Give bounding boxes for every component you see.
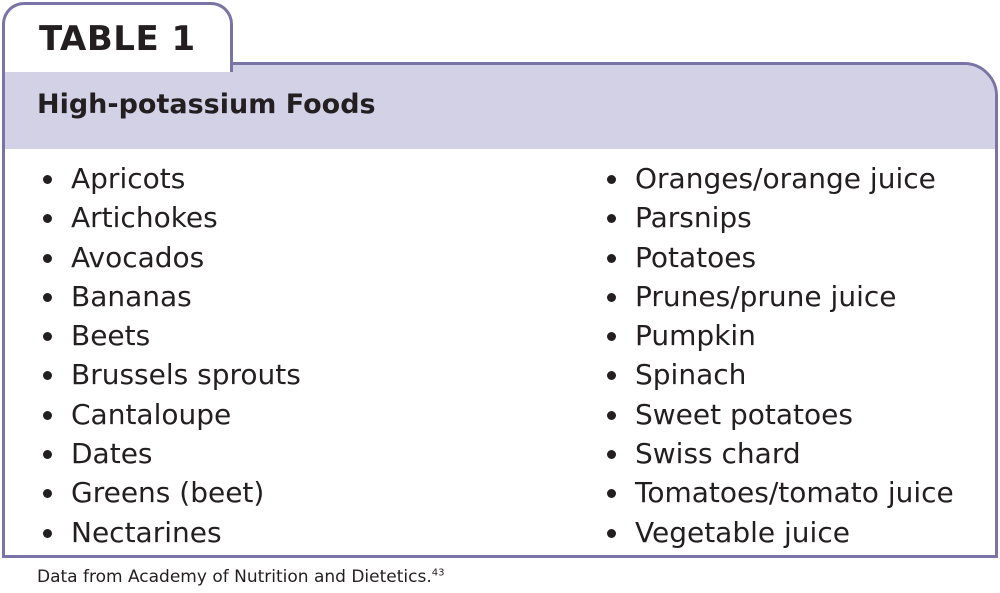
list-item-label: Artichokes — [71, 201, 218, 235]
list-item — [602, 395, 954, 434]
source-note — [37, 567, 444, 587]
list-item-label: Oranges/orange juice — [635, 162, 936, 195]
bullet-icon — [607, 411, 616, 420]
list-item-label: Brussels sprouts — [71, 358, 301, 392]
table-box — [2, 62, 998, 558]
list-item — [602, 355, 954, 394]
list-item — [38, 238, 301, 277]
table-header — [5, 65, 995, 149]
list-item — [602, 159, 954, 198]
list-item — [38, 513, 301, 552]
list-item-label: Vegetable juice — [635, 515, 850, 549]
list-item-label: Swiss chard — [635, 437, 801, 471]
list-item-label: Greens (beet) — [71, 476, 265, 510]
bullet-icon — [43, 411, 52, 420]
bullet-icon — [607, 332, 616, 341]
list-item — [38, 277, 301, 316]
tab-joint — [5, 60, 230, 66]
list-item-label: Nectarines — [71, 515, 222, 549]
list-item-label: Avocados — [71, 240, 205, 274]
bullet-icon — [607, 214, 616, 223]
source-reference: 43 — [431, 567, 445, 579]
bullet-icon — [43, 175, 52, 184]
bullet-icon — [607, 293, 616, 302]
list-item-label: Parsnips — [635, 201, 752, 235]
bullet-icon — [43, 332, 52, 341]
list-item — [602, 277, 954, 316]
bullet-icon — [607, 175, 616, 184]
list-item-label: Cantaloupe — [71, 397, 232, 431]
bullet-icon — [607, 254, 616, 263]
table-label: TABLE 1 — [39, 19, 196, 59]
list-item-label: Apricots — [71, 162, 186, 195]
list-item-label: Beets — [71, 319, 151, 353]
food-list-left — [38, 159, 301, 552]
bullet-icon — [43, 371, 52, 380]
bullet-icon — [43, 293, 52, 302]
list-item-label: Tomatoes/tomato juice — [635, 476, 954, 510]
list-item — [38, 159, 301, 198]
list-item — [38, 355, 301, 394]
list-item — [602, 513, 954, 552]
bullet-icon — [607, 371, 616, 380]
bullet-icon — [43, 529, 52, 538]
food-list-right — [602, 159, 954, 552]
list-item — [602, 473, 954, 512]
list-item — [38, 473, 301, 512]
table-heading: High-potassium Foods — [37, 89, 376, 120]
bullet-icon — [607, 489, 616, 498]
list-item-label: Dates — [71, 437, 153, 471]
list-item — [602, 238, 954, 277]
list-item — [38, 434, 301, 473]
list-item — [38, 198, 301, 237]
list-item-label: Bananas — [71, 279, 192, 313]
list-item-label: Prunes/prune juice — [635, 279, 897, 313]
source-text: Data from Academy of Nutrition and Dietetics. — [37, 567, 432, 587]
bullet-icon — [607, 529, 616, 538]
list-item-label: Spinach — [635, 358, 747, 392]
bullet-icon — [43, 489, 52, 498]
bullet-icon — [43, 254, 52, 263]
list-item — [602, 434, 954, 473]
list-item-label: Sweet potatoes — [635, 397, 853, 431]
list-item — [602, 198, 954, 237]
list-item — [38, 316, 301, 355]
bullet-icon — [43, 214, 52, 223]
bullet-icon — [607, 450, 616, 459]
list-item — [38, 395, 301, 434]
list-item-label: Potatoes — [635, 240, 757, 274]
bullet-icon — [43, 450, 52, 459]
list-item — [602, 316, 954, 355]
list-item-label: Pumpkin — [635, 319, 756, 353]
